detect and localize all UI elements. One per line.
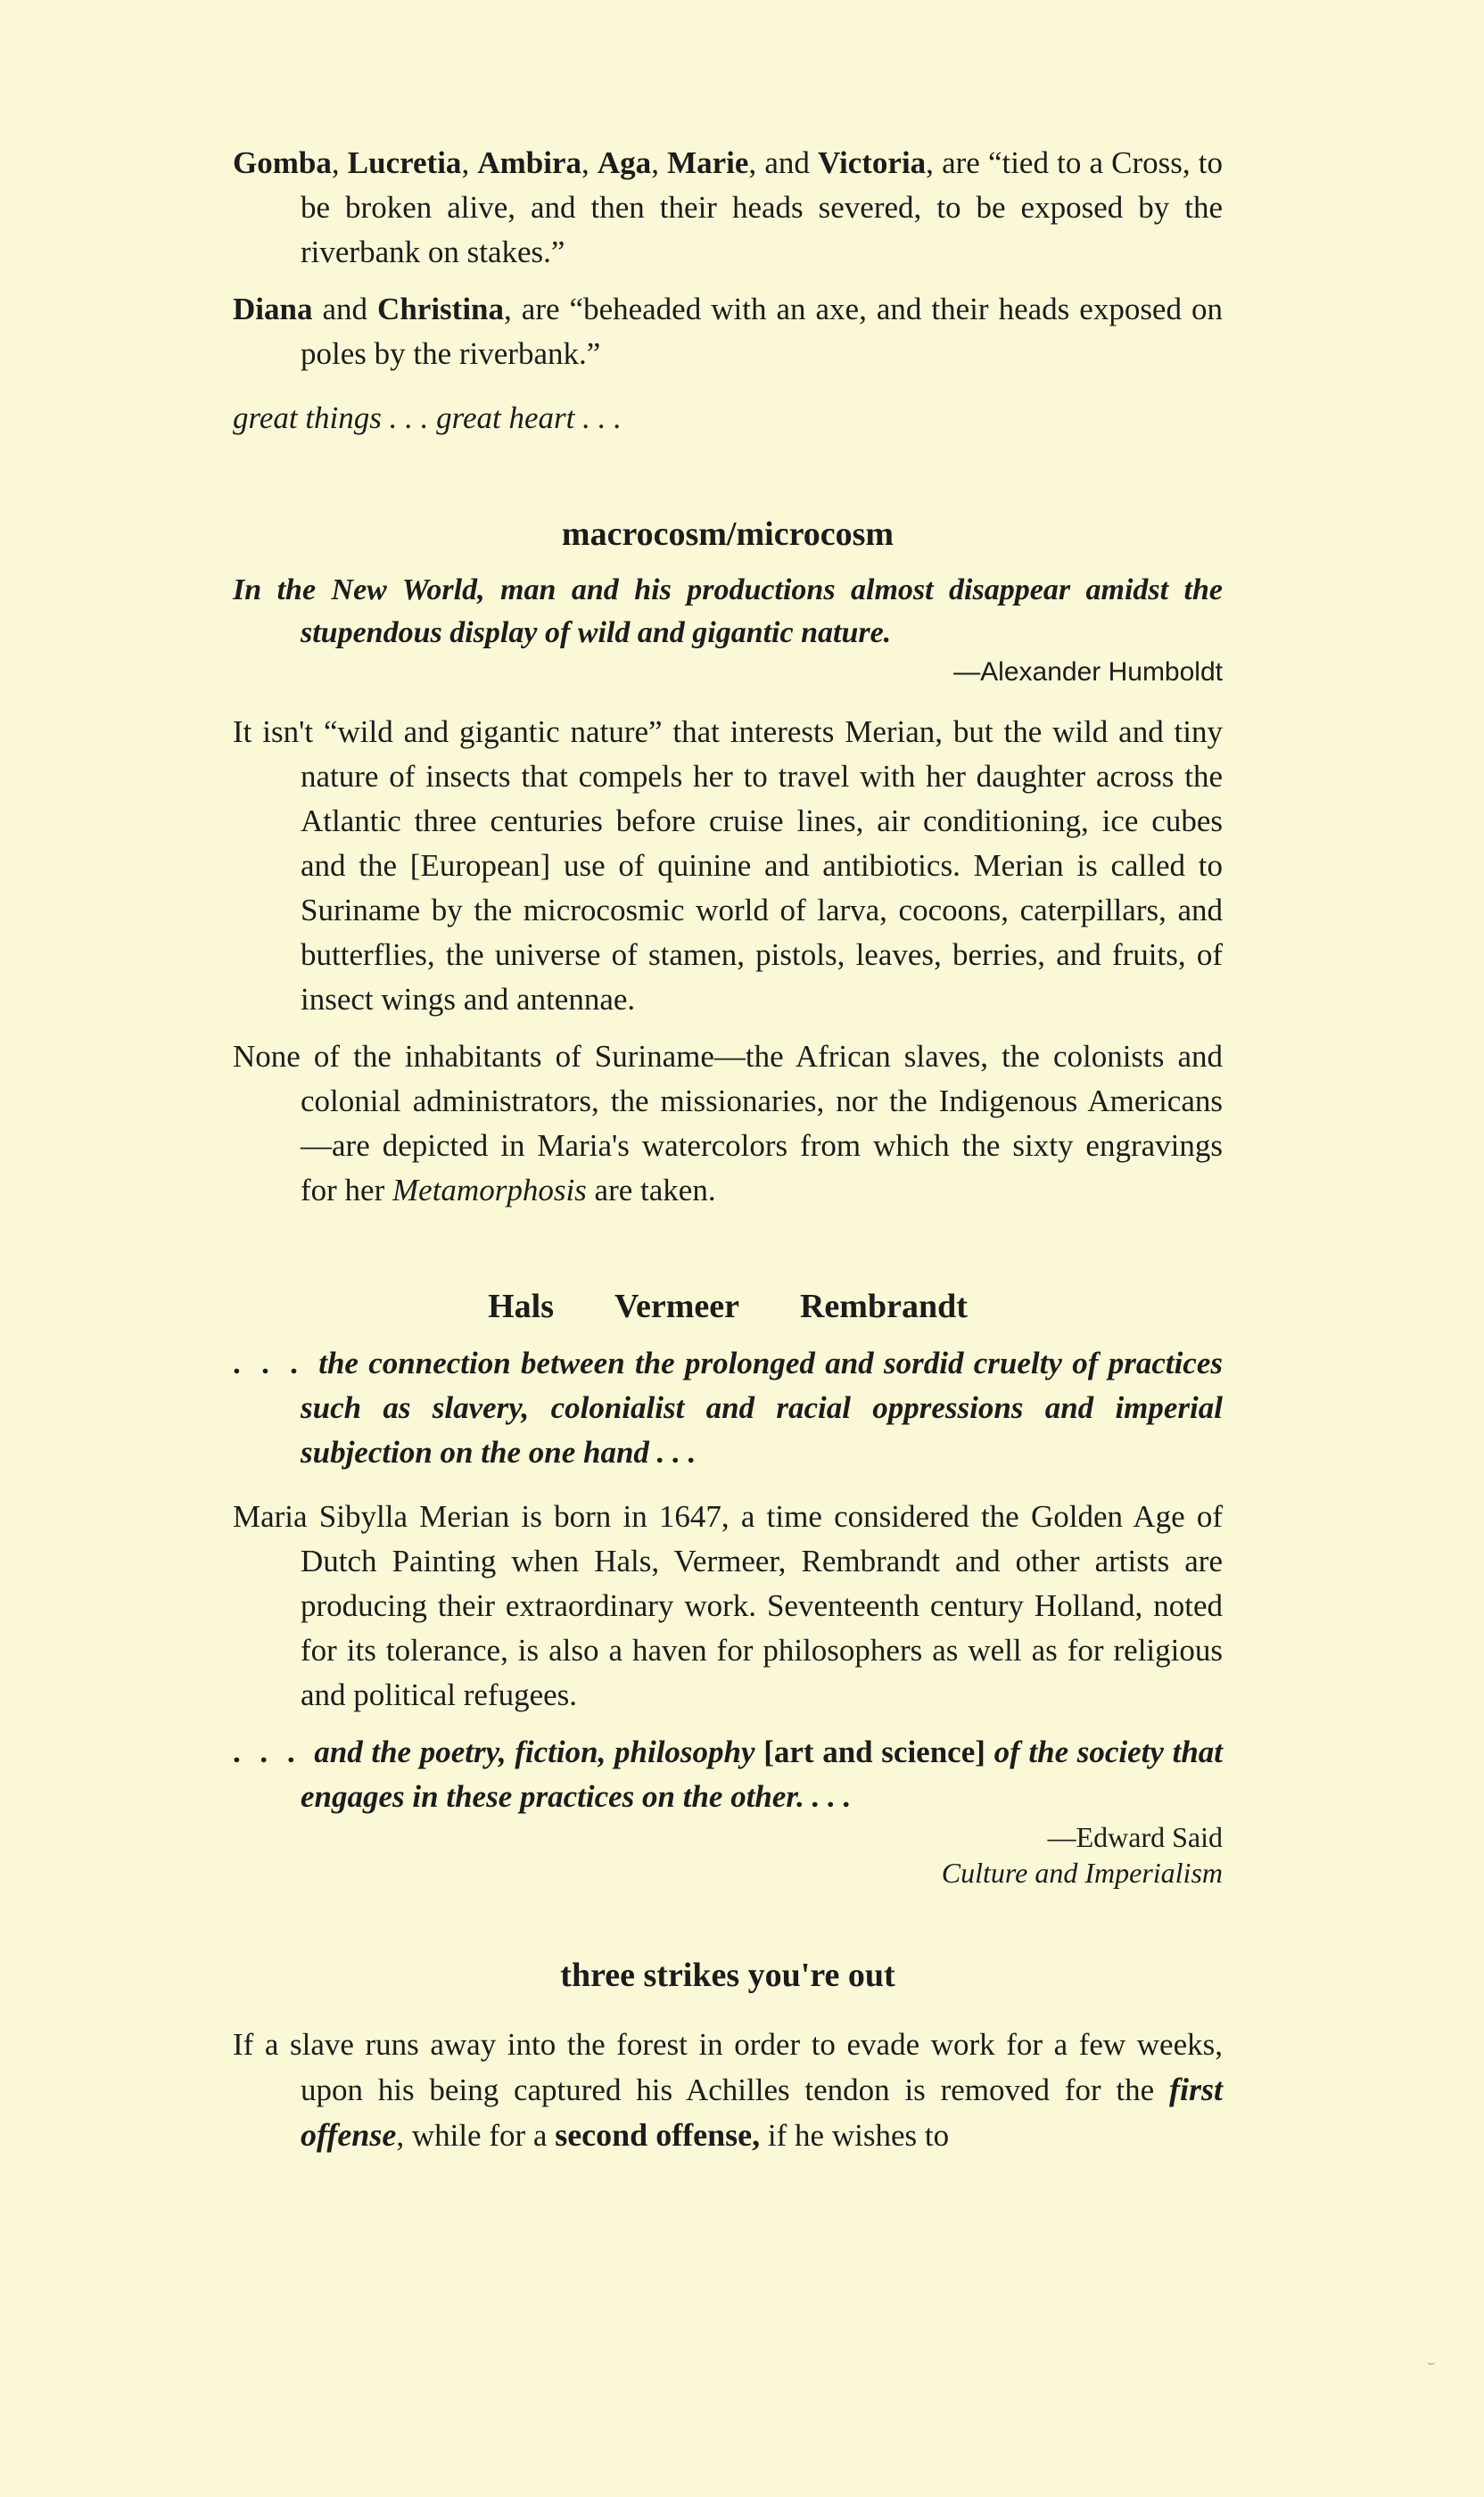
name-diana: Diana	[233, 292, 313, 326]
epigraph-humboldt: In the New World, man and his productions almost disappear amidst the stupendous display of wild and gigantic nature.	[233, 573, 1223, 649]
paragraph-inhabitants: None of the inhabitants of Suriname—the African slaves, the colonists and colonial administrators, the missionaries, nor the Indigenous Americans—are depicted in Maria's watercolors from which the sixty engravings for her Metamorphosis are taken.	[233, 1039, 1223, 1207]
epigraph-said-part2: . . . and the poetry, fiction, philosophy [art and science] of the society that engages in these practices on the other. . . .	[233, 1735, 1224, 1814]
refrain-line: great things . . . great heart . . .	[233, 400, 622, 435]
section-heading-three-strikes: three strikes you're out	[560, 1957, 895, 1994]
paragraph-text: , are “beheaded with an axe, and their heads exposed on poles by the riverbank.”	[301, 292, 1223, 371]
emphasis-second-offense: second offense,	[555, 2117, 761, 2153]
name-victoria: Victoria	[818, 145, 927, 180]
page-speck: ⌣	[1427, 2357, 1436, 2370]
name-christina: Christina	[377, 292, 505, 326]
emphasis-first-offense: first offense	[301, 2072, 1223, 2153]
epigraph-said-part1: . . . the connection between the prolonged and sordid cruelty of practices such as slavery, colonialist and racial oppressions and imperial subjection on the one hand . . .	[233, 1346, 1223, 1470]
name-aga: Aga	[597, 145, 652, 180]
paragraph-runaway: If a slave runs away into the forest in order to evade work for a few weeks, upon his being captured his Achilles tendon is removed for the first offense, while for a second offense, if he wishes to	[233, 2027, 1223, 2153]
epigraph-attribution-said: —Edward Said	[1047, 1821, 1223, 1853]
heading-name-vermeer: Vermeer	[614, 1288, 739, 1325]
paragraph-golden-age: Maria Sibylla Merian is born in 1647, a time considered the Golden Age of Dutch Painting when Hals, Vermeer, Rembrandt and other artists are producing their extraordinary work. Seventeenth century Holland, noted for its tolerance, is also a haven for philosophers as well as for religious and political refugees.	[233, 1499, 1223, 1712]
name-lucretia: Lucretia	[347, 145, 462, 180]
name-gomba: Gomba	[233, 145, 332, 180]
paragraph-text: , are “tied to a Cross, to be broken alive, and then their heads severed, to be exposed by the riverbank on stakes.”	[301, 145, 1224, 269]
epigraph-attribution-work: Culture and Imperialism	[941, 1857, 1223, 1889]
paragraph-executions-2: Diana and Christina, are “beheaded with an axe, and their heads exposed on poles by the riverbank.”	[233, 292, 1223, 371]
epigraph-attribution-humboldt: —Alexander Humboldt	[953, 657, 1223, 687]
paragraph-merian-insects: It isn't “wild and gigantic nature” that interests Merian, but the wild and tiny nature of insects that compels her to travel with her daughter across the Atlantic three centuries before cruise lines, air conditioning, ice cubes and the [European] use of quinine and antibiotics. Merian is called to Suriname by the microcosmic world of larva, cocoons, caterpillars, and butterflies, the universe of stamen, pistols, leaves, berries, and fruits, of insect wings and antennae.	[233, 714, 1223, 1017]
section-heading-macrocosm: macrocosm/microcosm	[561, 515, 895, 553]
heading-name-hals: Hals	[488, 1288, 555, 1325]
name-ambira: Ambira	[477, 145, 581, 180]
document-page	[233, 141, 1223, 2158]
book-title-metamorphosis: Metamorphosis	[392, 1173, 587, 1207]
paragraph-executions-1: Gomba, Lucretia, Ambira, Aga, Marie, and Victoria, are “tied to a Cross, to be broken alive, and then their heads severed, to be exposed by the riverbank on stakes.”	[233, 145, 1224, 269]
section-heading-painters	[233, 1284, 1223, 1329]
heading-name-rembrandt: Rembrandt	[799, 1288, 968, 1325]
name-marie: Marie	[667, 145, 749, 180]
